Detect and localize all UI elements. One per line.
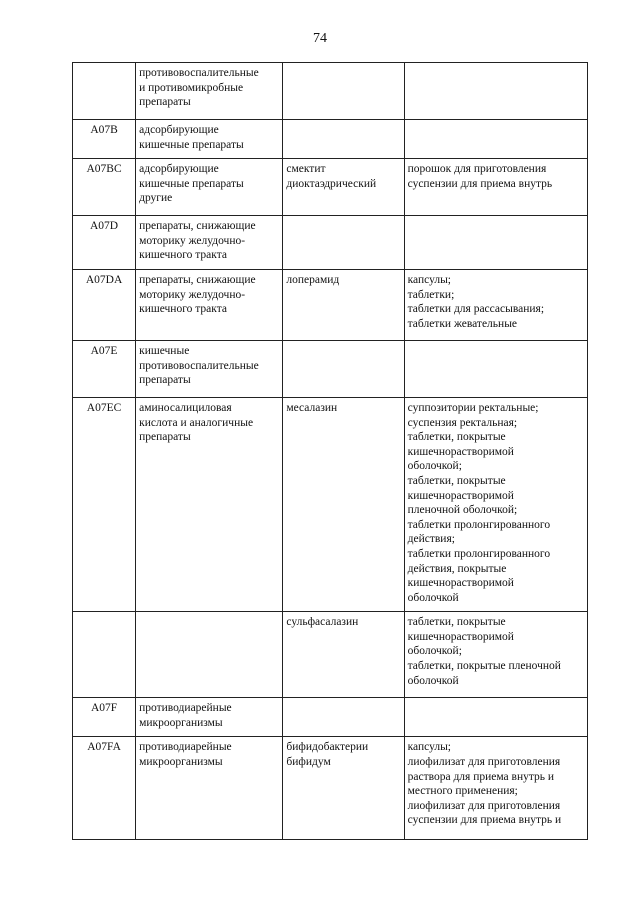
anatomical-group-cell (136, 612, 283, 698)
dosage-form-cell: суппозитории ректальные; суспензия ректальная; таблетки, покрытые кишечнорастворимой оболочкой; таблетки, покрытые кишечнорастворимой пленочной оболочкой; таблетки пролонгированного действия; таблетки пролонгированного действия, покрытые кишечнорастворимой оболочкой (404, 397, 587, 611)
atc-code-cell: A07DA (73, 269, 136, 340)
dosage-form-cell: капсулы; таблетки; таблетки для рассасывания; таблетки жевательные (404, 269, 587, 340)
anatomical-group-cell: адсорбирующие кишечные препараты (136, 120, 283, 159)
table-row (73, 612, 588, 698)
atc-code-cell: A07EC (73, 397, 136, 611)
atc-code-cell: A07D (73, 216, 136, 270)
anatomical-group-cell: кишечные противовоспалительные препараты (136, 340, 283, 397)
anatomical-group-cell: противовоспалительные и противомикробные препараты (136, 63, 283, 120)
atc-code-cell: A07BC (73, 159, 136, 216)
anatomical-group-cell: адсорбирующие кишечные препараты другие (136, 159, 283, 216)
drug-name-cell: лоперамид (283, 269, 404, 340)
table-row (73, 63, 588, 120)
anatomical-group-cell: противодиарейные микроорганизмы (136, 737, 283, 840)
table-row (73, 269, 588, 340)
drug-name-cell (283, 63, 404, 120)
dosage-form-cell (404, 698, 587, 737)
dosage-form-cell (404, 120, 587, 159)
atc-code-cell: A07B (73, 120, 136, 159)
drug-name-cell (283, 216, 404, 270)
table-row (73, 737, 588, 840)
anatomical-group-cell: аминосалициловая кислота и аналогичные препараты (136, 397, 283, 611)
dosage-form-cell: порошок для приготовления суспензии для приема внутрь (404, 159, 587, 216)
atc-code-cell: A07FA (73, 737, 136, 840)
atc-code-cell (73, 63, 136, 120)
dosage-form-cell (404, 340, 587, 397)
dosage-form-cell (404, 216, 587, 270)
drug-name-cell (283, 698, 404, 737)
anatomical-group-cell: противодиарейные микроорганизмы (136, 698, 283, 737)
atc-code-cell: A07F (73, 698, 136, 737)
table-row (73, 216, 588, 270)
drug-name-cell: месалазин (283, 397, 404, 611)
atc-code-cell: A07E (73, 340, 136, 397)
dosage-form-cell (404, 63, 587, 120)
table-row (73, 340, 588, 397)
table-row (73, 159, 588, 216)
drug-name-cell (283, 340, 404, 397)
drug-name-cell: смектит диоктаэдрический (283, 159, 404, 216)
anatomical-group-cell: препараты, снижающие моторику желудочно- кишечного тракта (136, 216, 283, 270)
table-row (73, 120, 588, 159)
drug-name-cell: бифидобактерии бифидум (283, 737, 404, 840)
drug-table (72, 62, 588, 840)
anatomical-group-cell: препараты, снижающие моторику желудочно- кишечного тракта (136, 269, 283, 340)
dosage-form-cell: капсулы; лиофилизат для приготовления раствора для приема внутрь и местного применения; лиофилизат для приготовления суспензии для приема внутрь и (404, 737, 587, 840)
table-row (73, 397, 588, 611)
atc-code-cell (73, 612, 136, 698)
dosage-form-cell: таблетки, покрытые кишечнорастворимой оболочкой; таблетки, покрытые пленочной оболочкой (404, 612, 587, 698)
page-number: 74 (313, 31, 327, 46)
drug-name-cell: сульфасалазин (283, 612, 404, 698)
drug-name-cell (283, 120, 404, 159)
table-row (73, 698, 588, 737)
